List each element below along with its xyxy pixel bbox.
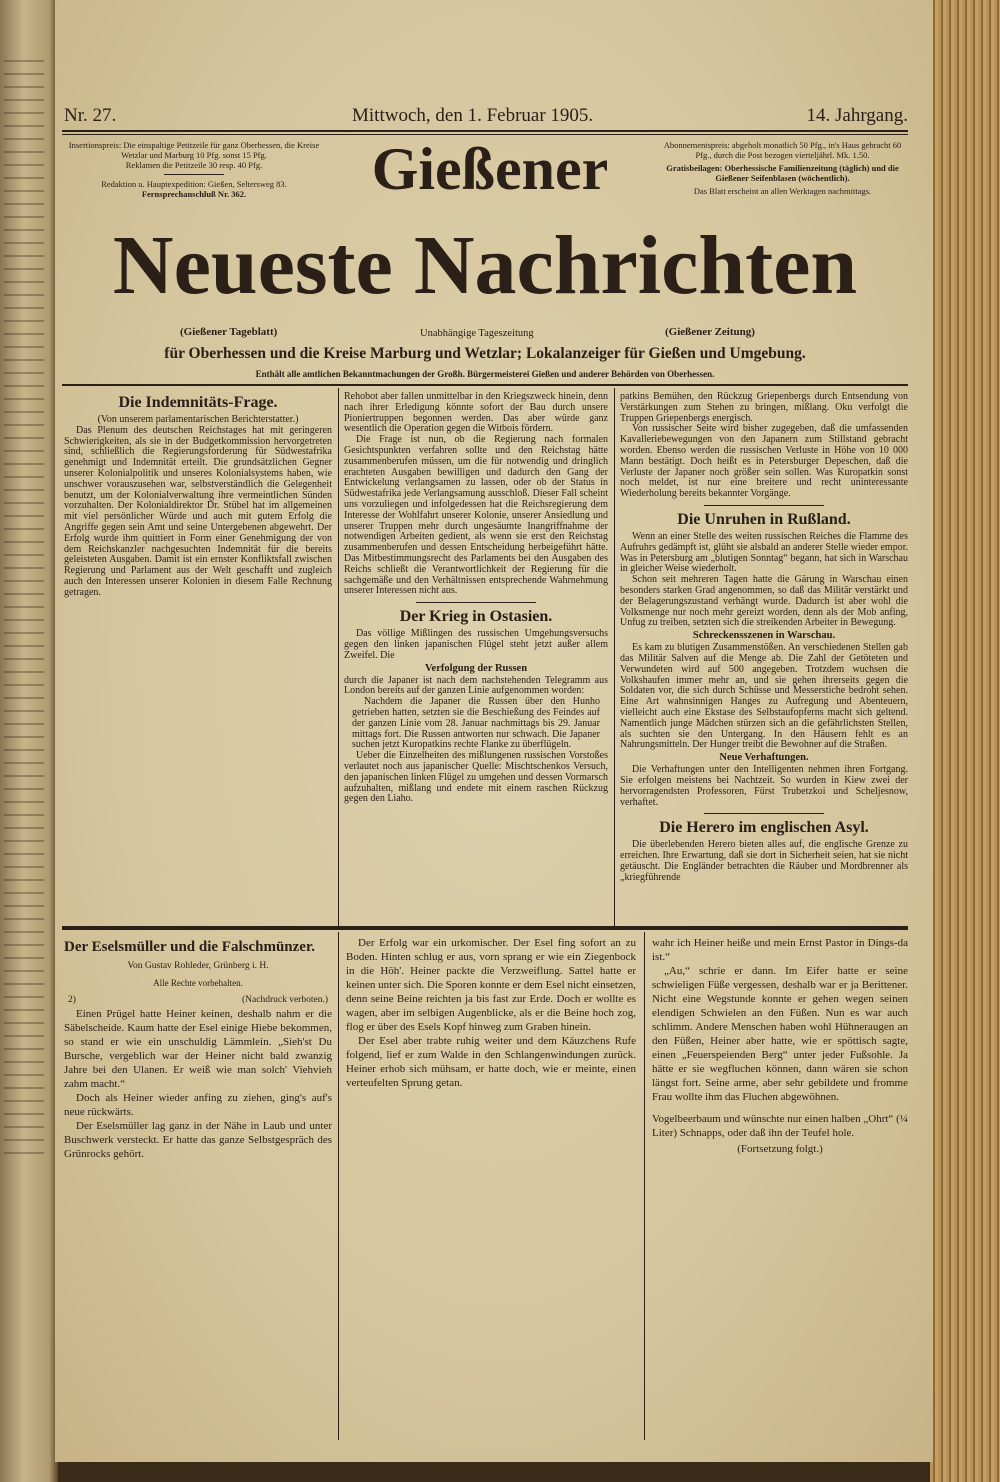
- free-supplements: Gratisbeilagen: Oberhessische Familienzeitung (täglich) und die Gießener Seifenblasen (wöchentlich).: [666, 163, 899, 183]
- column-divider: [338, 932, 339, 1440]
- article-paragraph: Die Verhaftungen unter den Intelligenten nehmen ihren Fortgang. Sie erfolgen meistens bei Nachtzeit. So wurden in Kiew zwei der hervorragendsten Professoren, Fürst Trubetzkoi und Scheljesnow, verhaftet.: [620, 764, 908, 808]
- article-title: Der Krieg in Ostasien.: [399, 608, 553, 626]
- official-notices-line: Enthält alle amtlichen Bekanntmachungen der Großh. Bürgermeisterei Gießen und anderer Behörden von Oberhessen.: [255, 369, 715, 379]
- column-divider: [614, 388, 615, 926]
- article-title: Die Unruhen in Rußland.: [677, 510, 851, 528]
- masthead-title-giessener: Gießener: [371, 136, 609, 202]
- article-subheading: Schreckensszenen in Warschau.: [692, 630, 836, 642]
- story-paragraph: Vogelbeerbaum und wünschte nur einen halben „Ohrt“ (¼ Liter) Schnapps, oder daß ihn der Teufel hole.: [652, 1113, 908, 1139]
- page-stack-edges: [930, 0, 1000, 1482]
- editorial-address: Redaktion u. Hauptexpedition: Gießen, Seltersweg 83.: [101, 179, 287, 189]
- article-paragraph: Wenn an einer Stelle des weiten russischen Reiches die Flamme des Aufruhrs gedämpft ist, glüht sie alsbald an anderer Stelle wieder empor. Was in Petersburg am „blutigen Sonntag“ begann, hat sich in Warschau in gleicher Weise wiederholt.: [620, 530, 908, 575]
- masthead-rule: [62, 130, 908, 132]
- publication-days: Das Blatt erscheint an allen Werktagen nachmittags.: [693, 186, 872, 196]
- feuilleton-divider-rule: [62, 926, 908, 930]
- masthead-top-line: [62, 104, 908, 130]
- article-paragraph: durch die Japaner ist nach dem nachstehenden Telegramm aus London bereits auf der ganzen Linie aufgenommen worden:: [344, 674, 608, 697]
- subscription-price: Abonnementspreis: abgeholt monatlich 50 Pfg., in's Haus gebracht 60 Pfg., durch die Post bezogen vierteljährl. Mk. 1.50.: [663, 140, 902, 160]
- subtitle-tageblatt: (Gießener Tageblatt): [180, 326, 278, 338]
- story-paragraph: Einen Prügel hatte Heiner keinen, deshalb nahm er die Säbelscheide. Kaum hatte der Esel einige Hiebe bekommen, so stand er wie ein unschuldig Lämmlein. „Sieh'st Du Bursche, vergeblich war der Heiner nicht bald zwanzig Jahre bei den Ulanen. Er weiß wie man solch' Viehvieh zahm macht.“: [64, 1008, 332, 1090]
- article-paragraph: Schon seit mehreren Tagen hatte die Gärung in Warschau einen besonders starken Grad angenommen, so daß das Militär verstärkt und der Belagerungszustand verhängt wurde. Dadurch ist aber wohl die Volksmenge nur noch mehr gereizt worden, denn als der Mob anfing, Unfug zu treiben, setzten sich die streikenden Arbeiter in Bewegung.: [620, 574, 908, 629]
- article-title: Die Indemnitäts-Frage.: [118, 394, 278, 411]
- article-paragraph: Von russischer Seite wird bisher zugegeben, daß die umfassenden Kavalleriebewegungen von den Japanern zum Stillstand gebracht worden. Ebenso werden die russischen Verluste in Höhe von 10 000 Mann bestätigt. Doch heißt es in Petersburger Depeschen, daß die Verluste der Japaner noch größer sein sollen. Was Kuropatkin sonst noch meldet, ist nur eine breitere und recht uninteressante Wiederholung bereits bekannter Vorgänge.: [620, 423, 908, 500]
- story-paragraph: Der Erfolg war ein urkomischer. Der Esel fing sofort an zu Boden. Hinten schlug er aus, vorn sprang er wie ein Ziegenbock in die Höh'. Heiner packte die Verzweiflung. Sattel hatte er keinen unter sich. Die Sporen konnte er dem Esel nicht einsetzen, denn seine Beine reichten ja bis fast zur Erde. Doch er wollte es wagen, aber im selbigen Augenblicke, als er die Beine hoch zog, flog er über des Esels Kopf hinweg zum Graben hinein.: [346, 937, 636, 1033]
- article-subheading: Verfolgung der Russen: [424, 662, 528, 674]
- rights-notice: Alle Rechte vorbehalten.: [153, 978, 243, 988]
- installment-number: 2): [68, 995, 76, 1005]
- feuilleton-column-3: [652, 936, 908, 1440]
- article-paragraph: Das völlige Mißlingen des russischen Umgehungsversuchs gegen den linken japanischen Flügel steht jetzt außer allem Zweifel. Die: [344, 628, 608, 661]
- feuilleton-author: Von Gustav Rohleder, Grünberg i. H.: [127, 961, 269, 971]
- article-paragraph: Die überlebenden Herero bieten alles auf, die englische Grenze zu erreichen. Ihre Erwartung, daß sie dort in Sicherheit seien, hat sie nicht getäuscht. Die Engländer betrachten die Räuber und Mordbrenner als „kriegführende: [620, 839, 908, 883]
- story-paragraph: Doch als Heiner wieder anfing zu ziehen, ging's auf's neue rückwärts.: [64, 1092, 332, 1118]
- article-paragraph: Es kam zu blutigen Zusammenstößen. An verschiedenen Stellen gab das Militär Salven auf die Menge ab. Die Zahl der Getöteten und Verwundeten wird auf 500 angegeben. Trotzdem wuchsen die Volkshaufen immer mehr an, und sie gehen ihrerseits gegen die Soldaten vor, die sich durch Schüsse und Messerstiche bedroht sehen. Eine Art wahnsinnigen Hanges zu Aufregung und Abenteuern, vielleicht auch eine Ekstase des Selbstaufopferns macht sich geltend. Namentlich junge Mädchen stürzen sich an die gefährlichsten Stellen, als suchten sie den Untergang. In den Häusern fehlt es an Nahrungsmitteln. Der Hunger treibt die Bewohner auf die Straßen.: [620, 642, 908, 751]
- article-paragraph: Rehobot aber fallen unmittelbar in den Kriegszweck hinein, denn nach ihrer Erledigung könnte sofort der Bau durch unsere Pioniertruppen begonnen werden. Das aber würde ganz wesentlich die Operation gegen die Witbois fördern.: [344, 392, 608, 435]
- insertion-price: Insertionspreis: Die einspaltige Petitzeile für ganz Oberhessen, die Kreise Wetzlar und Marburg 10 Pfg. sonst 15 Pfg.: [68, 140, 320, 160]
- issue-number: Nr. 27.: [64, 105, 117, 126]
- issue-date: Mittwoch, den 1. Februar 1905.: [352, 105, 594, 126]
- region-line: für Oberhessen und die Kreise Marburg und Wetzlar; Lokalanzeiger für Gießen und Umgebung.: [164, 345, 806, 362]
- adjacent-page-edge: [0, 0, 58, 1482]
- subtitle-independent: Unabhängige Tageszeitung: [420, 328, 534, 339]
- story-paragraph: wahr ich Heiner heiße und mein Ernst Pastor in Dings-da ist.“: [652, 937, 908, 963]
- article-subheading: Neue Verhaftungen.: [719, 752, 809, 764]
- volume-number: 14. Jahrgang.: [806, 105, 908, 126]
- article-title: Die Herero im englischen Asyl.: [659, 819, 869, 837]
- column-divider: [644, 932, 645, 1440]
- phone-number: Fernsprechanschluß Nr. 362.: [141, 189, 247, 199]
- subscription-box: [655, 140, 910, 196]
- article-paragraph: patkins Bemühen, den Rückzug Griepenbergs durch Entsendung von Verstärkungen zum Stehen zu bringen, mißlang. Oku verfolgt die Truppen Griepenbergs energisch.: [620, 392, 908, 424]
- article-paragraph: Die Frage ist nun, ob die Regierung nach formalen Gesichtspunkten verfahren sollte und den Reichstag hätte zusammenberufen müssen, um die für notwendig und dringlich erachteten Ausgaben bewilligen und dadurch den Gang der Entwickelung verlangsamen zu lassen, oder ob der Status in Südwestafrika jede Verlangsamung ausschloß. Dieser Fall scheint uns vorzuliegen und infolgedessen hat die Reichsregierung dem Interesse der Wohlfahrt unserer Kolonie, unserer Ansiedlung und unserer Truppen mehr durch ungesäumte Inangriffnahme der notwendigen Arbeiten gedient, als wenn sie erst den Reichstag zusammenberufen und dessen Entscheidung herbeigeführt hätte. Das Mitbestimmungsrecht des Parlaments bei den Ausgaben des Reichs schließt die Verantwortlichkeit der Regierung für die sachgemäße und den Verhältnissen entsprechende Wahrnehmung unserer Interessen nicht aus.: [344, 434, 608, 597]
- masthead-title-nachrichten: Neueste Nachrichten: [112, 219, 858, 312]
- ad-price-box: [64, 140, 324, 199]
- continued-notice: (Fortsetzung folgt.): [737, 1143, 823, 1155]
- feuilleton-title: Der Eselsmüller und die Falschmünzer.: [64, 939, 315, 955]
- reklame-price: Reklamen die Petitzeile 30 resp. 40 Pfg.: [125, 160, 263, 170]
- column-divider: [338, 388, 339, 926]
- feuilleton-column-2: [346, 936, 636, 1440]
- column-3-upper: [620, 392, 908, 924]
- article-paragraph: Ueber die Einzelheiten des mißlungenen russischen Vorstoßes verlautet noch aus japanischer Quelle: Mischtschenkos Versuch, den japanischen linken Flügel zu umgehen und dessen Vormarsch aufzuhalten, mißlang und endete mit einem raschen Rückzug gegen den Liaho.: [344, 750, 608, 805]
- subtitle-zeitung: (Gießener Zeitung): [665, 326, 755, 338]
- story-paragraph: Der Esel aber trabte ruhig weiter und dem Käuzchens Rufe folgend, lief er zum Walde in den Schlangenwindungen zurück. Heiner erhob sich mühsam, er hatte doch, wie er meinte, einen verteufelten Sprung getan.: [346, 1035, 636, 1089]
- feuilleton-column-1: [64, 936, 332, 1440]
- column-2-upper: [344, 392, 608, 924]
- telegram-quote: Nachdem die Japaner die Russen über den Hunho getrieben hatten, setzten sie die Beschießung des Feindes auf der ganzen Linie vom 28. Januar nachmittags bis 29. Januar mittags fort. Die Russen antworten nur schwach. Die Japaner suchen jetzt Kuropatkins rechte Flanke zu überflügeln.: [352, 696, 600, 751]
- reprint-notice: (Nachdruck verboten.): [242, 995, 328, 1005]
- article-indemnitaet: [64, 392, 332, 924]
- header-bottom-rule: [62, 384, 908, 386]
- story-paragraph: Der Eselsmüller lag ganz in der Nähe in Laub und unter Buschwerk versteckt. Er hatte das ganze Selbstgespräch des Grünrocks gehört.: [64, 1120, 332, 1160]
- article-paragraph: Das Plenum des deutschen Reichstages hat mit geringeren Schwierigkeiten, als sie in der Budgetkommission hervorgetreten sind, schließlich die Regierungsforderung für Südwestafrika genehmigt und Indemnität erteilt. Die grundsätzlichen Gegner unserer Kolonialpolitik und unseres Kolonialsystems haben, wie unschwer vorauszusehen war, selbstverständlich die Gelegenheit benutzt, um der Kolonialverwaltung ihre vermeintlichen Sünden vorzuhalten. Der Kolonialdirektor Dr. Stübel hat im allgemeinen mit viel persönlicher Würde und auch mit gutem Erfolg die Angriffe gegen sein Amt und seine Untergebenen abgewehrt. Der Erfolg wurde ihm quittiert in Form einer Genehmigung der von dem Reichskanzler nachgesuchten Indemnität für die bereits geleisteten Ausgaben. Damit ist ein ernster Konfliktsfall zwischen Regierung und Parlament aus der Welt geschafft und zugleich auch den Interessen unserer Kolonien in diesem Falle Rechnung getragen.: [64, 424, 332, 598]
- story-paragraph: „Au,“ schrie er dann. Im Eifer hatte er seine schwieligen Füße vergessen, deshalb war er ja Berittener. Nicht eine Wegstunde konnte er gehen wegen seinen elendigen Schwielen an den Füßen. Nun es war auch schlimm. Andere Menschen haben wohl Hühneraugen an den Füßen, Heiner aber hatte, wie er spöttisch sagte, einen „Feuerspeienden Berg“ unter jeder Fußsohle. Ja hätte er sie wegfluchen können, dann wären sie schon längst fort. Seine arme, aber sehr gebildete und fromme Frau wollte ihm das Fluchen abgewöhnen.: [652, 965, 908, 1103]
- article-byline: (Von unserem parlamentarischen Berichterstatter.): [97, 414, 299, 425]
- masthead-rule-thin: [62, 134, 908, 135]
